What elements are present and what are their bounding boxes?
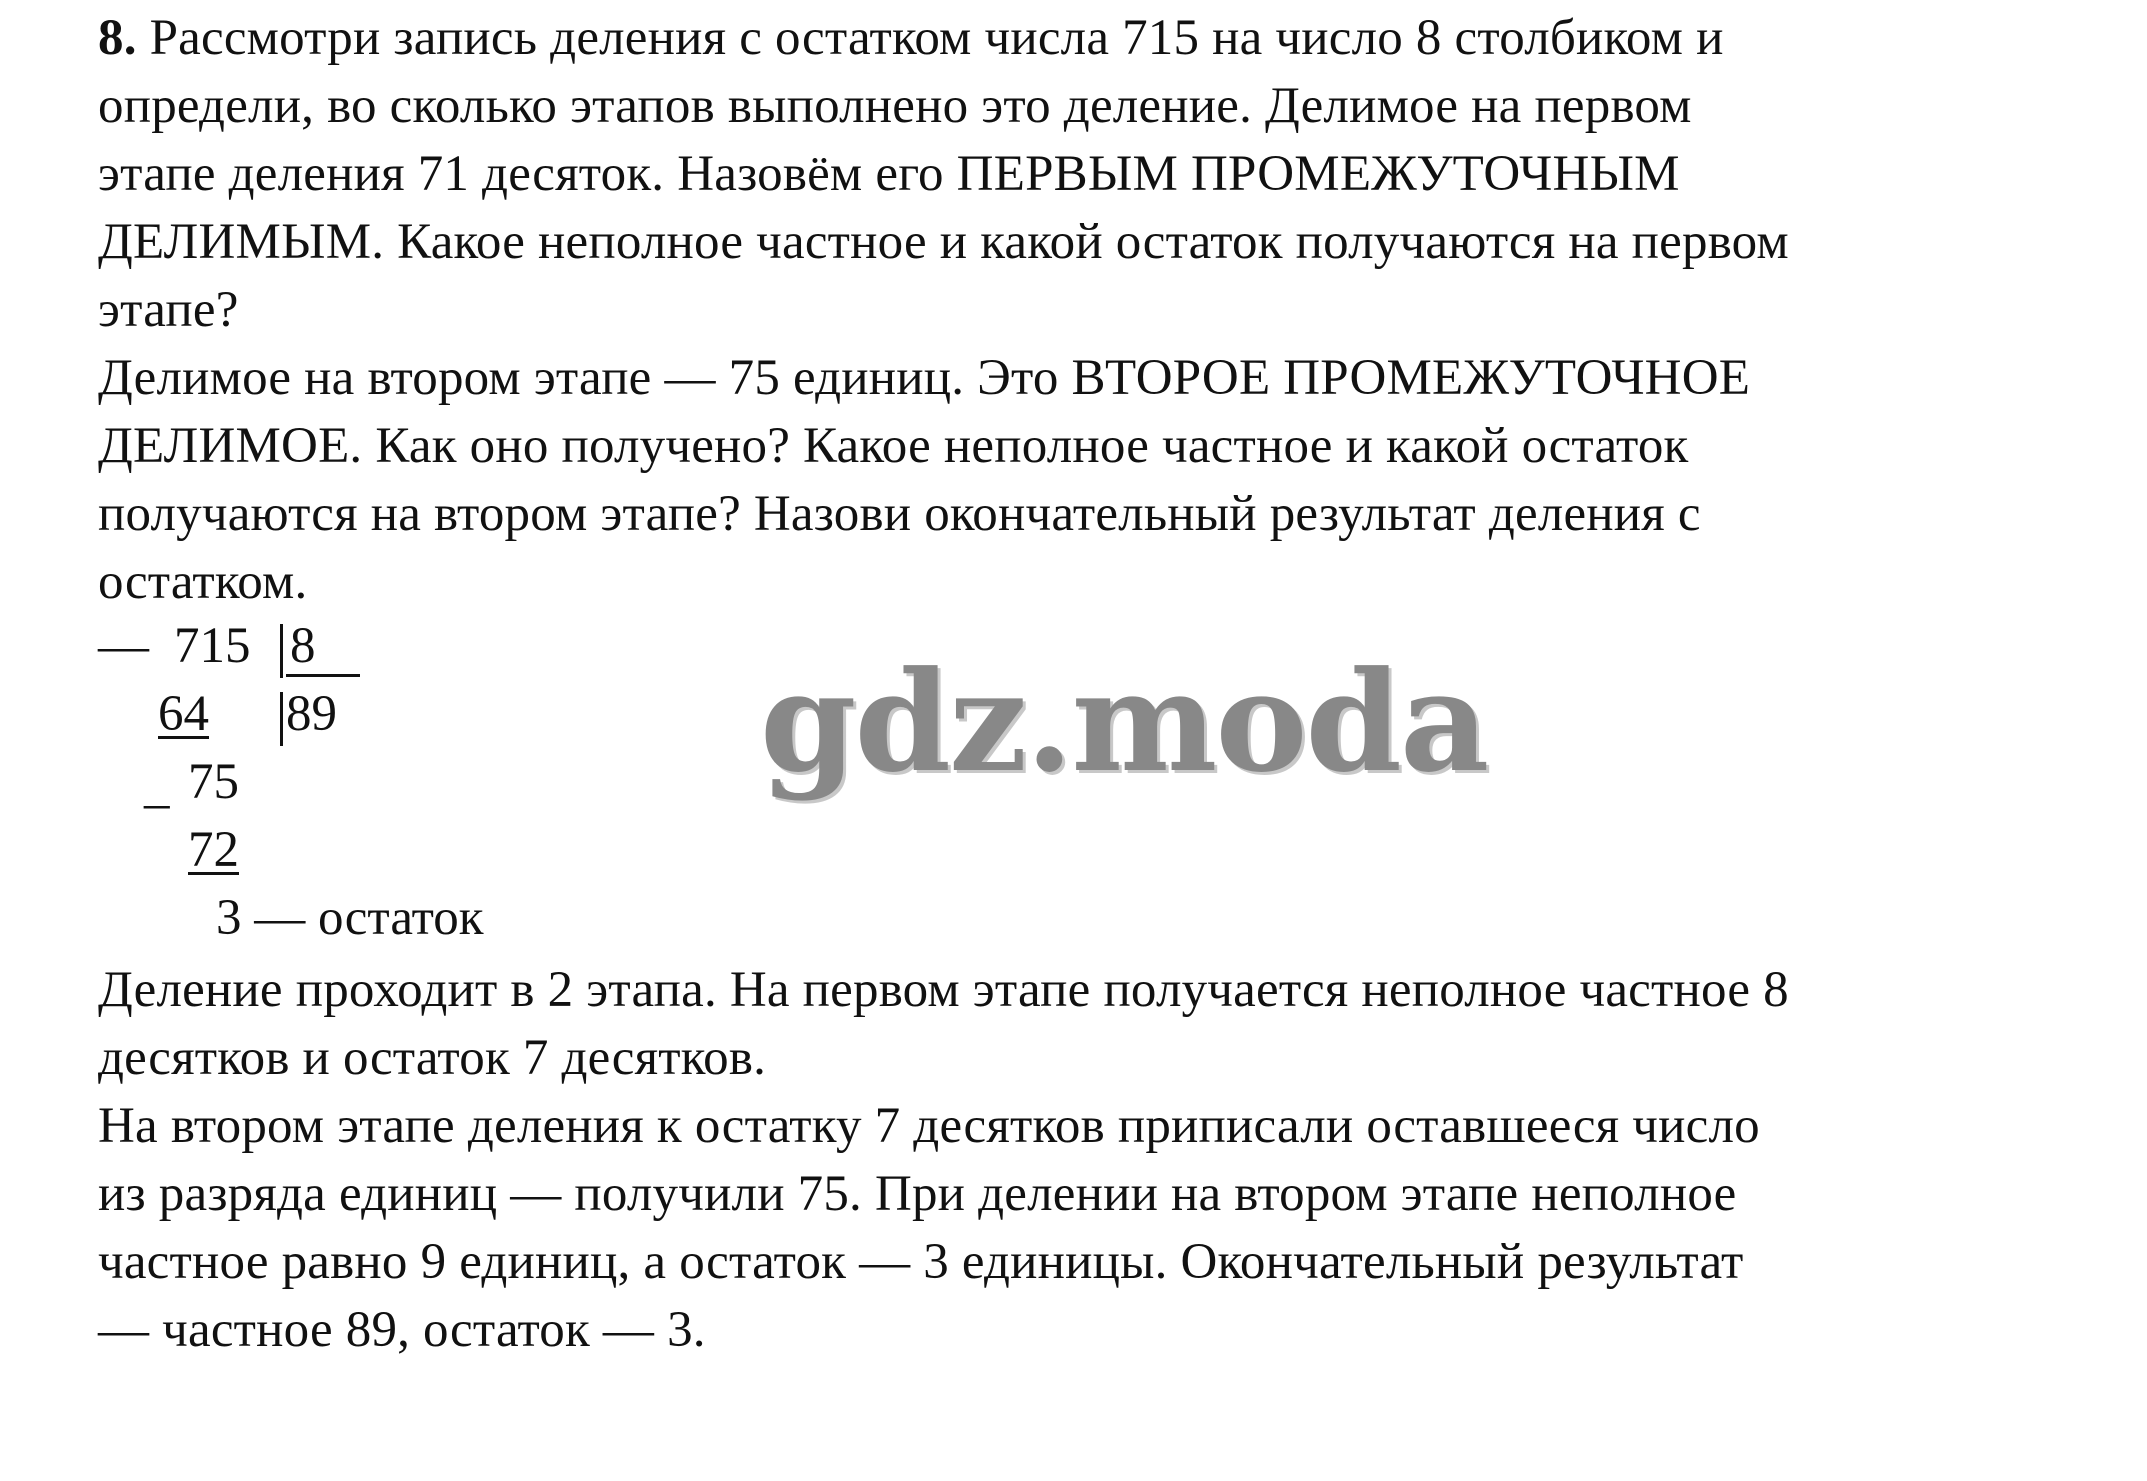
remainder-line: 3 — остаток bbox=[216, 890, 484, 946]
answer-line-5: — частное 89, остаток — 3. bbox=[98, 1302, 706, 1358]
answer-text bbox=[98, 956, 2078, 1364]
minus-sign-2: _ bbox=[144, 758, 170, 814]
answer-line-1: десятков и остаток 7 десятков. bbox=[98, 1030, 767, 1086]
task-line-1: определи, во сколько этапов выполнено это деление. Делимое на первом bbox=[98, 78, 1692, 134]
task-line-5: Делимое на втором этапе — 75 единиц. Это ВТОРОЕ ПРОМЕЖУТОЧНОЕ bbox=[98, 350, 1751, 406]
partial-dividend-2: 75 bbox=[188, 754, 239, 810]
divisor: 8 bbox=[290, 618, 316, 674]
division-bar-upper bbox=[280, 624, 283, 678]
answer-line-4: частное равно 9 единиц, а остаток — 3 единицы. Окончательный результат bbox=[98, 1234, 1744, 1290]
quotient: 89 bbox=[286, 686, 337, 742]
division-bar-lower bbox=[280, 692, 283, 746]
task-line-0 bbox=[98, 4, 2078, 72]
task-line-0-text: Рассмотри запись деления с остатком числа 715 на число 8 столбиком и bbox=[136, 10, 1724, 66]
task-line-4: этапе? bbox=[98, 282, 239, 338]
answer-line-3: из разряда единиц — получили 75. При делении на втором этапе неполное bbox=[98, 1166, 1737, 1222]
dividend: 715 bbox=[174, 618, 251, 674]
subtrahend-2: 72 bbox=[188, 822, 239, 878]
subtrahend-1: 64 bbox=[158, 686, 209, 742]
task-line-3: ДЕЛИМЫМ. Какое неполное частное и какой остаток получаются на первом bbox=[98, 214, 1789, 270]
answer-line-2: На втором этапе деления к остатку 7 десятков приписали оставшееся число bbox=[98, 1098, 1760, 1154]
task-line-6: ДЕЛИМОЕ. Как оно получено? Какое неполное частное и какой остаток bbox=[98, 418, 1689, 474]
task-line-8: остатком. bbox=[98, 554, 308, 610]
task-line-2: этапе деления 71 десяток. Назовём его ПЕРВЫМ ПРОМЕЖУТОЧНЫМ bbox=[98, 146, 1680, 202]
task-number: 8. bbox=[98, 10, 137, 66]
long-division bbox=[98, 612, 618, 952]
divisor-underline bbox=[286, 674, 360, 677]
answer-line-0: Деление проходит в 2 этапа. На первом этапе получается неполное частное 8 bbox=[98, 962, 1789, 1018]
task-statement bbox=[98, 4, 2078, 616]
minus-sign-1: — bbox=[98, 618, 149, 674]
task-line-7: получаются на втором этапе? Назови окончательный результат деления с bbox=[98, 486, 1701, 542]
watermark-logo: gdz.moda bbox=[760, 640, 1488, 803]
